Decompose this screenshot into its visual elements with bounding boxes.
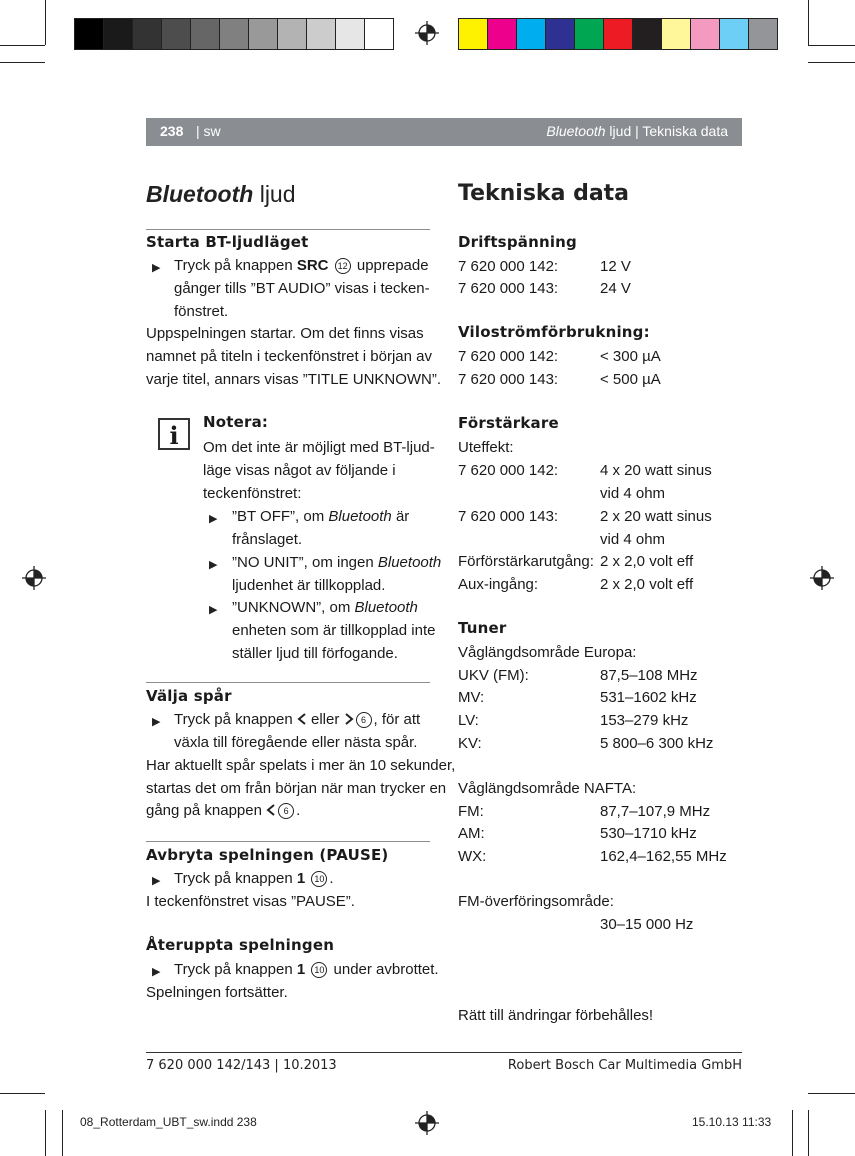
spec-label: AM:: [458, 825, 485, 842]
section-heading: Avbryta spelningen (PAUSE): [146, 846, 389, 864]
crop-mark: [0, 1093, 45, 1094]
crop-mark: [45, 1110, 46, 1156]
spec-value: vid 4 ohm: [600, 531, 666, 548]
crop-mark: [45, 0, 46, 45]
spec-label: 7 620 000 143:: [458, 371, 559, 388]
spec-value: < 300 µA: [600, 348, 661, 365]
registration-mark-icon: [810, 566, 834, 590]
registration-mark-icon: [22, 566, 46, 590]
bullet-arrow-icon: ▶: [152, 966, 161, 978]
note-bullet: ”NO UNIT”, om ingen Bluetooth: [232, 554, 442, 571]
change-notice: Rätt till ändringar förbehålles!: [458, 1007, 654, 1024]
instruction-step: Tryck på knappen SRC 12 upprepade: [174, 257, 429, 274]
left-title: Bluetooth ljud: [146, 181, 296, 207]
crop-mark: [808, 1093, 855, 1094]
color-swatch: [575, 19, 604, 49]
spec-value: 2 x 2,0 volt eff: [600, 576, 694, 593]
spec-value: 531–1602 kHz: [600, 689, 697, 706]
spec-value: 4 x 20 watt sinus: [600, 462, 712, 479]
note-bullet-line: ljudenhet är tillkopplad.: [232, 577, 386, 594]
paragraph-line: varje titel, annars visas ”TITLE UNKNOWN”.: [146, 371, 442, 388]
color-swatch: [488, 19, 517, 49]
color-swatch: [633, 19, 662, 49]
crop-mark: [808, 62, 855, 63]
note-bullet-line: frånslaget.: [232, 531, 303, 548]
gray-scale-bar: [74, 18, 394, 50]
gray-swatch: [307, 19, 336, 49]
info-icon: i: [158, 418, 190, 450]
spec-value: 30–15 000 Hz: [600, 916, 694, 933]
gray-swatch: [191, 19, 220, 49]
spec-subheading: Våglängdsområde NAFTA:: [458, 780, 637, 797]
page-header: [146, 118, 742, 146]
spec-label: FM:: [458, 803, 484, 820]
footer-divider: [146, 1052, 742, 1053]
paragraph-line: I teckenfönstret visas ”PAUSE”.: [146, 893, 355, 910]
bullet-arrow-icon: ▶: [152, 262, 161, 274]
previous-chevron-icon: [297, 713, 307, 725]
spec-subheading: Våglängdsområde Europa:: [458, 644, 637, 661]
spec-subheading: FM-överföringsområde:: [458, 893, 614, 910]
crop-mark: [808, 0, 809, 45]
spec-value: 153–279 kHz: [600, 712, 689, 729]
gray-swatch: [104, 19, 133, 49]
note-bullet-line: enheten som är tillkopplad inte: [232, 622, 436, 639]
gray-swatch: [365, 19, 393, 49]
spec-label: 7 620 000 142:: [458, 348, 559, 365]
crop-mark: [0, 62, 45, 63]
spec-heading: Driftspänning: [458, 233, 577, 251]
spec-value: 2 x 2,0 volt eff: [600, 553, 694, 570]
note-line: läge visas något av följande i: [203, 462, 396, 479]
color-swatch: [546, 19, 575, 49]
instruction-step-line: växla till föregående eller nästa spår.: [174, 734, 418, 751]
color-bar: [458, 18, 778, 50]
divider: [146, 682, 430, 683]
section-heading: Starta BT-ljudläget: [146, 233, 309, 251]
spec-value: < 500 µA: [600, 371, 661, 388]
spec-label: Aux-ingång:: [458, 576, 539, 593]
language-code: | sw: [196, 123, 221, 139]
gray-swatch: [162, 19, 191, 49]
color-swatch: [749, 19, 777, 49]
bullet-arrow-icon: ▶: [209, 513, 218, 525]
spec-value: 2 x 20 watt sinus: [600, 508, 712, 525]
note-heading: Notera:: [203, 413, 269, 431]
color-swatch: [517, 19, 546, 49]
spec-label: MV:: [458, 689, 485, 706]
instruction-step-line: gånger tills ”BT AUDIO” visas i tecken-: [174, 280, 430, 297]
spec-value: vid 4 ohm: [600, 485, 666, 502]
spec-heading: Tuner: [458, 619, 507, 637]
divider: [146, 841, 430, 842]
spec-value: 162,4–162,55 MHz: [600, 848, 727, 865]
bullet-arrow-icon: ▶: [209, 604, 218, 616]
bullet-arrow-icon: ▶: [152, 716, 161, 728]
crop-mark: [0, 45, 45, 46]
spec-value: 87,7–107,9 MHz: [600, 803, 711, 820]
gray-swatch: [75, 19, 104, 49]
paragraph-line: Uppspelningen startar. Om det finns visas: [146, 325, 424, 342]
header-section-title: Bluetooth ljud | Tekniska data: [546, 123, 728, 139]
instruction-step: Tryck på knappen 1 10 .: [174, 870, 334, 887]
spec-label: 7 620 000 142:: [458, 258, 559, 275]
spec-label: 7 620 000 142:: [458, 462, 559, 479]
spec-value: 5 800–6 300 kHz: [600, 735, 714, 752]
slug-file-name: 08_Rotterdam_UBT_sw.indd 238: [80, 1115, 257, 1129]
note-bullet-line: ställer ljud till förfogande.: [232, 645, 398, 662]
bullet-arrow-icon: ▶: [152, 875, 161, 887]
next-chevron-icon: [344, 713, 354, 725]
crop-mark: [792, 1110, 793, 1156]
instruction-step: Tryck på knappen eller 6 , för att: [174, 711, 421, 728]
spec-value: 24 V: [600, 280, 631, 297]
spec-value: 12 V: [600, 258, 631, 275]
note-bullet: ”BT OFF”, om Bluetooth är: [232, 508, 410, 525]
gray-swatch: [336, 19, 365, 49]
footer-company: Robert Bosch Car Multimedia GmbH: [507, 1058, 742, 1073]
crop-mark: [62, 1110, 63, 1156]
spec-heading: Viloströmförbrukning:: [458, 323, 650, 341]
slug-date: 15.10.13 11:33: [692, 1115, 772, 1129]
spec-value: 530–1710 kHz: [600, 825, 697, 842]
note-bullet: ”UNKNOWN”, om Bluetooth: [232, 599, 418, 616]
instruction-step-line: fönstret.: [174, 303, 229, 320]
gray-swatch: [220, 19, 249, 49]
spec-value: 87,5–108 MHz: [600, 667, 698, 684]
spec-label: WX:: [458, 848, 487, 865]
spec-subheading: Uteffekt:: [458, 439, 514, 456]
registration-mark-icon: [415, 1111, 439, 1135]
section-heading: Välja spår: [146, 687, 232, 705]
spec-label: UKV (FM):: [458, 667, 529, 684]
spec-heading: Förstärkare: [458, 414, 559, 432]
section-heading: Återuppta spelningen: [146, 936, 335, 954]
gray-swatch: [278, 19, 307, 49]
spec-label: KV:: [458, 735, 482, 752]
paragraph-line: startas det om från början när man trycker en: [146, 780, 447, 797]
color-swatch: [604, 19, 633, 49]
registration-mark-icon: [415, 21, 439, 45]
color-swatch: [720, 19, 749, 49]
spec-label: 7 620 000 143:: [458, 508, 559, 525]
gray-swatch: [249, 19, 278, 49]
color-swatch: [691, 19, 720, 49]
previous-chevron-icon: [266, 804, 276, 816]
footer-product-date: 7 620 000 142/143 | 10.2013: [146, 1058, 337, 1073]
spec-label: LV:: [458, 712, 479, 729]
note-line: Om det inte är möjligt med BT-ljud-: [203, 439, 435, 456]
paragraph-line: namnet på titeln i teckenfönstret i början av: [146, 348, 432, 365]
instruction-step: Tryck på knappen 1 10 under avbrottet.: [174, 961, 439, 978]
color-swatch: [662, 19, 691, 49]
page-number: 238: [160, 123, 184, 139]
spec-label: 7 620 000 143:: [458, 280, 559, 297]
gray-swatch: [133, 19, 162, 49]
right-title: Tekniska data: [458, 181, 630, 206]
crop-mark: [808, 1110, 809, 1156]
divider: [146, 229, 430, 230]
spec-label: Förförstärkarutgång:: [458, 553, 594, 570]
crop-mark: [808, 45, 855, 46]
paragraph-line: Spelningen fortsätter.: [146, 984, 288, 1001]
paragraph-line: gång på knappen 6 .: [146, 802, 301, 819]
color-swatch: [459, 19, 488, 49]
bullet-arrow-icon: ▶: [209, 559, 218, 571]
note-line: teckenfönstret:: [203, 485, 302, 502]
paragraph-line: Har aktuellt spår spelats i mer än 10 sekunder,: [146, 757, 456, 774]
